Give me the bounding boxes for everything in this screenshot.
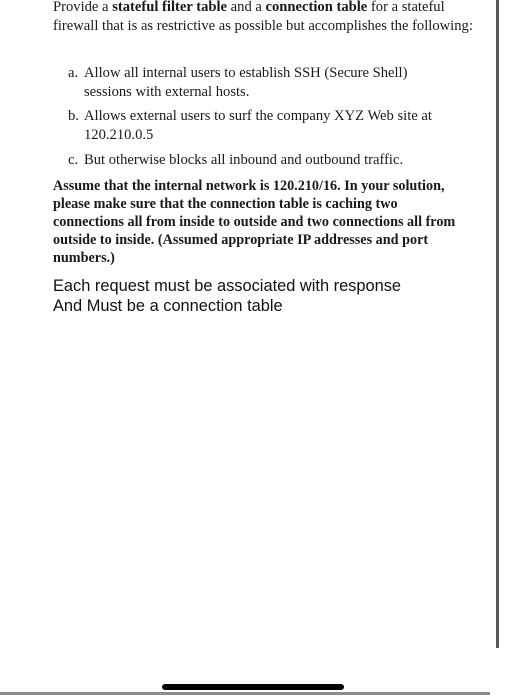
handwritten-note bbox=[53, 276, 483, 316]
page-edge-rule bbox=[496, 0, 499, 648]
intro-paragraph bbox=[53, 0, 473, 36]
list-item-text-line1: Allow all internal users to establish SSH (Secure Shell) bbox=[84, 65, 408, 81]
list-item-text-line1: But otherwise blocks all inbound and outbound traffic. bbox=[84, 152, 404, 168]
list-marker: b. bbox=[68, 108, 79, 124]
note-line-1: Each request must be associated with response bbox=[53, 277, 402, 295]
list-item-a bbox=[68, 64, 468, 102]
intro-text-1: Provide a bbox=[53, 0, 113, 15]
list-marker: c. bbox=[68, 152, 79, 168]
assumption-paragraph: Assume that the internal network is 120.210/16. In your solution, please make sure that the connection table is caching two connections all from inside to outside and two connections all from outside to inside. (Assumed appropriate IP addresses and port numbers.) bbox=[53, 178, 456, 266]
list-item-c bbox=[68, 151, 468, 170]
list-marker: a. bbox=[68, 65, 79, 81]
list-item-text-line2: sessions with external hosts. bbox=[84, 84, 250, 100]
intro-text-2: and a bbox=[227, 0, 266, 15]
list-item-text-line2: 120.210.0.5 bbox=[84, 127, 154, 143]
list-item-b bbox=[68, 107, 468, 145]
note-line-2: And Must be a connection table bbox=[53, 297, 283, 315]
list-item-text-line1: Allows external users to surf the company XYZ Web site at bbox=[84, 108, 432, 124]
intro-text-3: for a stateful firewall that is as restrictive as possible but accomplishes the following: bbox=[53, 0, 473, 34]
intro-bold-filter-table: stateful filter table bbox=[112, 0, 228, 15]
home-indicator[interactable] bbox=[162, 684, 344, 690]
intro-bold-connection-table: connection table bbox=[265, 0, 368, 15]
bottom-divider bbox=[0, 692, 490, 695]
